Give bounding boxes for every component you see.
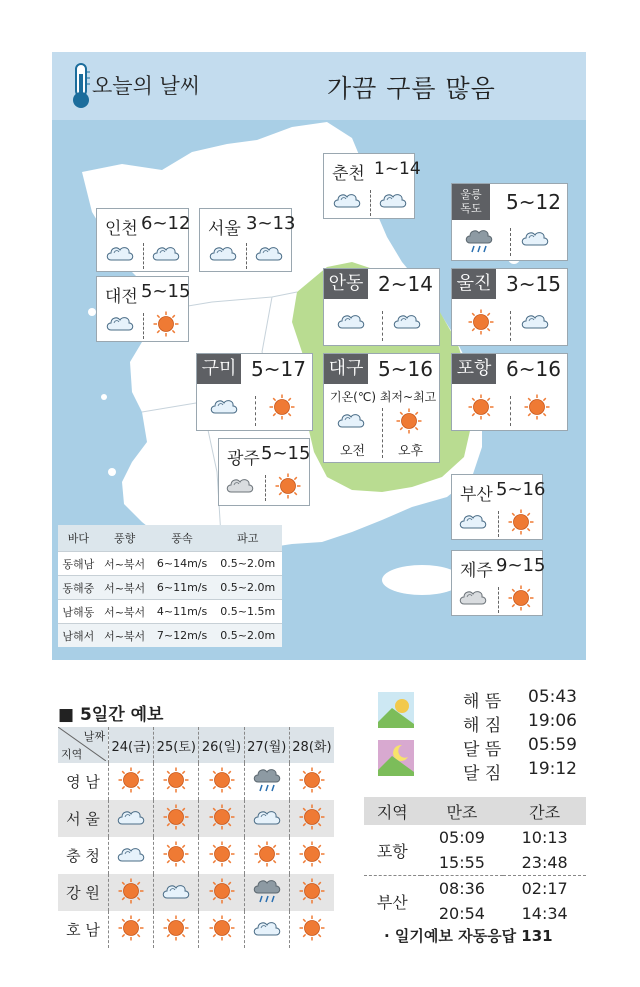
sun-icon [209,815,235,834]
sun-icon [468,309,494,339]
sun-icon [468,394,494,424]
cloud-icon [252,923,282,942]
city-name: 춘천 [332,164,365,184]
city-card-daegu [323,353,440,463]
city-temp: 5~15 [261,443,311,464]
sun-icon [153,311,179,341]
city-card-andong [323,268,440,346]
cloud-icon [458,587,488,611]
sun-icon [508,585,534,615]
city-temp: 6~16 [506,357,561,381]
city-temp: 9~15 [496,555,546,576]
sun-icon [209,889,235,908]
sun-icon [524,394,550,424]
forecast-day: 25(토) [154,727,199,763]
map-header [52,52,586,122]
city-temp: 5~15 [141,281,191,302]
city-card-ulleung [451,183,568,261]
sun-icon [163,815,189,834]
sunset-time: 19:06 [528,711,577,731]
am-label: 오전 [340,444,366,459]
cloud-icon [392,311,422,335]
forecast-region: 영 남 [58,763,109,800]
table-row: 남해동 서~북서 4~11m/s 0.5~1.5m [58,600,282,624]
sea-condition-table [58,525,282,645]
thermometer-icon [68,62,94,110]
city-card-pohang [451,353,568,431]
forecast-region: 서 울 [58,800,109,837]
tide-table [364,797,586,926]
table-row: 동해남 서~북서 6~14m/s 0.5~2.0m [58,552,282,576]
cloud-icon [332,190,362,214]
forecast-region: 강 원 [58,874,109,911]
city-card-gwangju [218,438,310,506]
forecast-day: 28(화) [289,727,334,763]
table-row: 동해중 서~북서 6~11m/s 0.5~2.0m [58,576,282,600]
cloud-icon [254,243,284,267]
city-temp: 5~16 [378,357,433,381]
sun-icon [299,889,325,908]
sun-icon [299,852,325,871]
city-name: 대전 [105,287,138,307]
sun-icon [299,926,325,945]
weather-condition: 가끔 구름 많음 [327,74,496,103]
city-temp: 3~13 [246,213,296,234]
cloud-icon [105,313,135,337]
sea-header: 바다 [58,525,99,552]
sun-icon [209,852,235,871]
table-row [58,800,334,837]
sun-icon [275,473,301,503]
table-row: 20:54 14:34 [438,904,568,923]
forecast-day: 27(월) [244,727,289,763]
wind-speed-header: 풍속 [151,525,214,552]
table-row: 15:55 23:48 [438,853,568,872]
city-temp: 3~15 [506,272,561,296]
rain-cloud-icon [252,889,282,908]
city-temp: 5~12 [506,190,561,214]
sun-icon [254,852,280,871]
sun-icon [118,889,144,908]
sunrise-label: 해 뜸 [463,692,502,712]
moonrise-icon [378,740,414,776]
city-tag: 울릉 독도 [452,184,490,220]
cloud-icon [225,475,255,499]
rain-cloud-icon [464,228,494,258]
sun-icon [396,408,422,438]
city-temp: 5~16 [496,479,546,500]
sun-icon [163,926,189,945]
city-name: 부산 [460,485,493,505]
sun-icon [508,509,534,539]
city-tag: 대구 [324,354,368,384]
city-tag: 구미 [197,354,241,384]
city-name: 광주 [227,449,260,469]
table-row [58,837,334,874]
cloud-icon [105,243,135,267]
city-tag: 포항 [452,354,496,384]
sun-icon [269,394,295,424]
table-row [58,763,334,800]
auto-response-line: · 일기예보 자동응답 131 [384,927,553,945]
forecast-title: ■ 5일간 예보 [58,705,164,725]
forecast-day: 26(일) [199,727,244,763]
city-card-gumi [196,353,313,431]
cloud-icon [520,311,550,335]
tide-region: 포항 [376,841,408,861]
sunrise-icon [378,692,414,728]
city-card-busan [451,474,546,540]
moonset-time: 19:12 [528,759,577,779]
sun-icon [118,778,144,797]
city-card-jeju [451,550,546,616]
sun-icon [118,926,144,945]
forecast-day: 24(금) [109,727,154,763]
wind-dir-header: 풍향 [99,525,151,552]
today-weather-label: 오늘의 날씨 [92,74,201,98]
sun-icon [163,778,189,797]
forecast-corner: 날짜 지역 [58,727,109,763]
cloud-icon [336,410,366,434]
moonset-label: 달 짐 [463,764,502,784]
city-tag: 안동 [324,269,368,299]
city-temp: 6~12 [141,213,191,234]
cloud-icon [252,812,282,831]
city-card-chuncheon [323,153,421,219]
moonrise-label: 달 뜸 [463,740,502,760]
cloud-icon [209,396,239,420]
table-row: 포항 05:09 10:13 [364,825,586,850]
tide-low-header: 간조 [503,797,586,825]
cloud-icon [458,511,488,535]
cloud-icon [161,886,191,905]
sun-icon [299,778,325,797]
forecast-region: 충 청 [58,837,109,874]
city-card-uljin [451,268,568,346]
city-card-seoul [199,208,296,272]
cloud-icon [520,228,550,252]
cloud-icon [208,243,238,267]
sun-icon [299,815,325,834]
cloud-icon [151,243,181,267]
tide-region-header: 지역 [364,797,421,825]
table-row: 부산 08:36 02:17 [364,876,586,902]
wave-height-header: 파고 [214,525,282,552]
city-tag: 울진 [452,269,496,299]
moonrise-time: 05:59 [528,735,577,755]
city-name: 제주 [460,561,493,581]
five-day-forecast-table [58,727,334,948]
forecast-region: 호 남 [58,911,109,948]
sunrise-time: 05:43 [528,687,577,707]
city-name: 인천 [105,219,138,239]
city-card-incheon [96,208,189,272]
table-row [58,874,334,911]
sun-icon [163,852,189,871]
cloud-icon [378,190,408,214]
table-row [58,911,334,948]
city-name: 서울 [208,219,241,239]
cloud-icon [116,812,146,831]
tide-region: 부산 [376,892,408,912]
cloud-icon [116,849,146,868]
cloud-icon [336,311,366,335]
city-temp: 1~14 [374,159,421,179]
sun-icon [209,778,235,797]
city-temp: 2~14 [378,272,433,296]
tide-high-header: 만조 [421,797,504,825]
rain-cloud-icon [252,778,282,797]
table-row: 남해서 서~북서 7~12m/s 0.5~2.0m [58,624,282,648]
sun-icon [209,926,235,945]
city-temp: 5~17 [251,357,306,381]
city-card-daejeon [96,276,189,342]
sunset-label: 해 짐 [463,716,502,736]
temp-legend: 기온(℃) 최저~최고 [330,390,437,404]
pm-label: 오후 [398,444,424,459]
